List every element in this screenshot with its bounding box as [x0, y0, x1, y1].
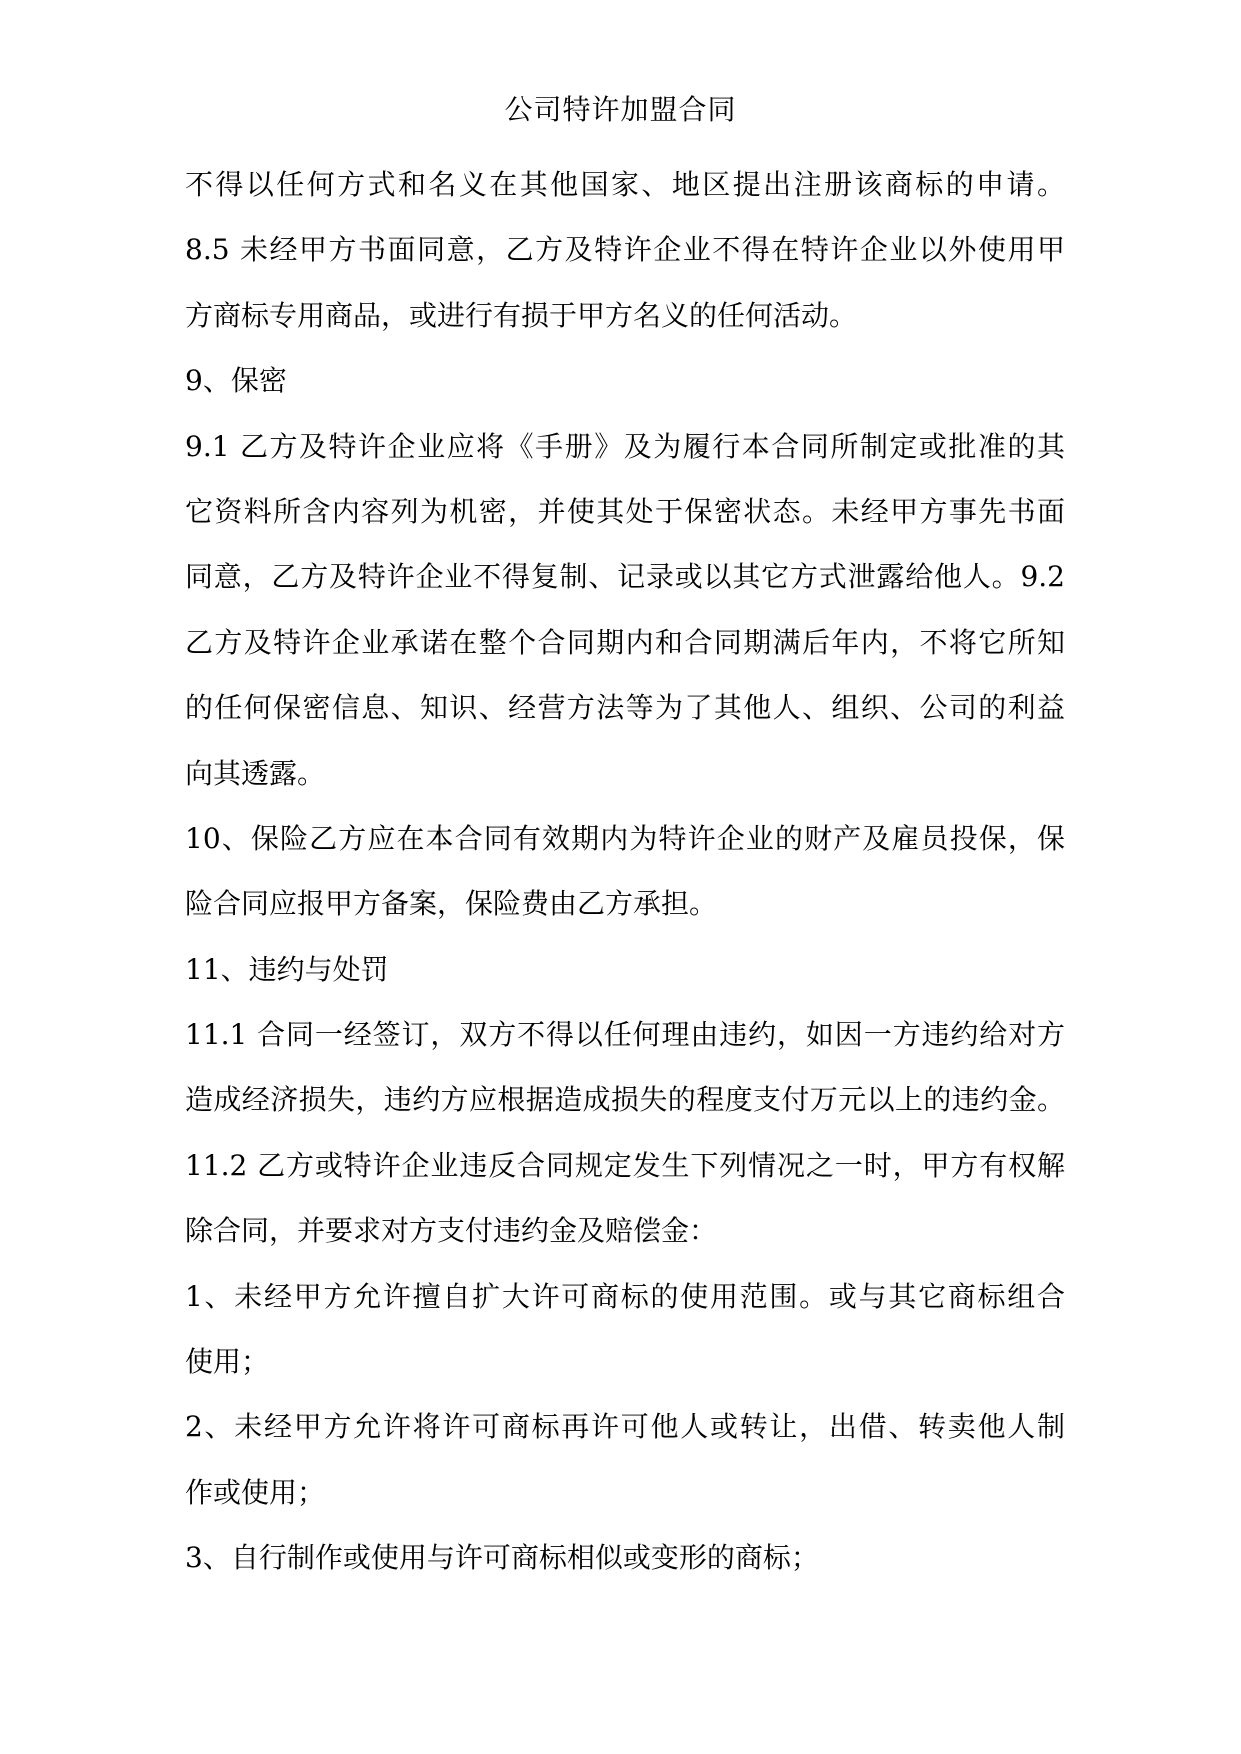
- text-line: 乙方及特许企业承诺在整个合同期内和合同期满后年内，不将它所知: [185, 625, 1065, 659]
- section-heading: 9、保密: [185, 364, 287, 398]
- text-line: 同意，乙方及特许企业不得复制、记录或以其它方式泄露给他人。9.2: [185, 560, 1065, 594]
- text-line: 2、未经甲方允许将许可商标再许可他人或转让，出借、转卖他人制: [185, 1410, 1065, 1444]
- text-line: 的任何保密信息、知识、经营方法等为了其他人、组织、公司的利益: [185, 691, 1065, 725]
- text-line: 使用；: [185, 1345, 270, 1379]
- text-line: 11.2 乙方或特许企业违反合同规定发生下列情况之一时，甲方有权解: [185, 1148, 1065, 1182]
- text-line: 作或使用；: [185, 1475, 326, 1509]
- text-line: 8.5 未经甲方书面同意，乙方及特许企业不得在特许企业以外使用甲: [185, 233, 1065, 267]
- text-line: 1、未经甲方允许擅自扩大许可商标的使用范围。或与其它商标组合: [185, 1279, 1065, 1313]
- text-line: 除合同，并要求对方支付违约金及赔偿金：: [185, 1214, 718, 1248]
- text-line: 不得以任何方式和名义在其他国家、地区提出注册该商标的申请。: [185, 168, 1065, 201]
- text-line: 险合同应报甲方备案，保险费由乙方承担。: [185, 887, 718, 921]
- text-line: 造成经济损失，违约方应根据造成损失的程度支付万元以上的违约金。: [185, 1083, 1065, 1117]
- text-line: 9.1 乙方及特许企业应将《手册》及为履行本合同所制定或批准的其: [185, 429, 1065, 463]
- text-line: 方商标专用商品，或进行有损于甲方名义的任何活动。: [185, 298, 858, 332]
- section-heading: 11、违约与处罚: [185, 952, 389, 986]
- document-body: [185, 165, 1065, 1604]
- text-line: 3、自行制作或使用与许可商标相似或变形的商标；: [185, 1541, 819, 1575]
- document-title: 公司特许加盟合同: [504, 93, 737, 126]
- text-line: 10、保险乙方应在本合同有效期内为特许企业的财产及雇员投保，保: [185, 821, 1065, 855]
- text-line: 11.1 合同一经签订，双方不得以任何理由违约，如因一方违约给对方: [185, 1018, 1065, 1052]
- text-line: 向其透露。: [185, 756, 326, 790]
- text-line: 它资料所含内容列为机密，并使其处于保密状态。未经甲方事先书面: [185, 494, 1065, 528]
